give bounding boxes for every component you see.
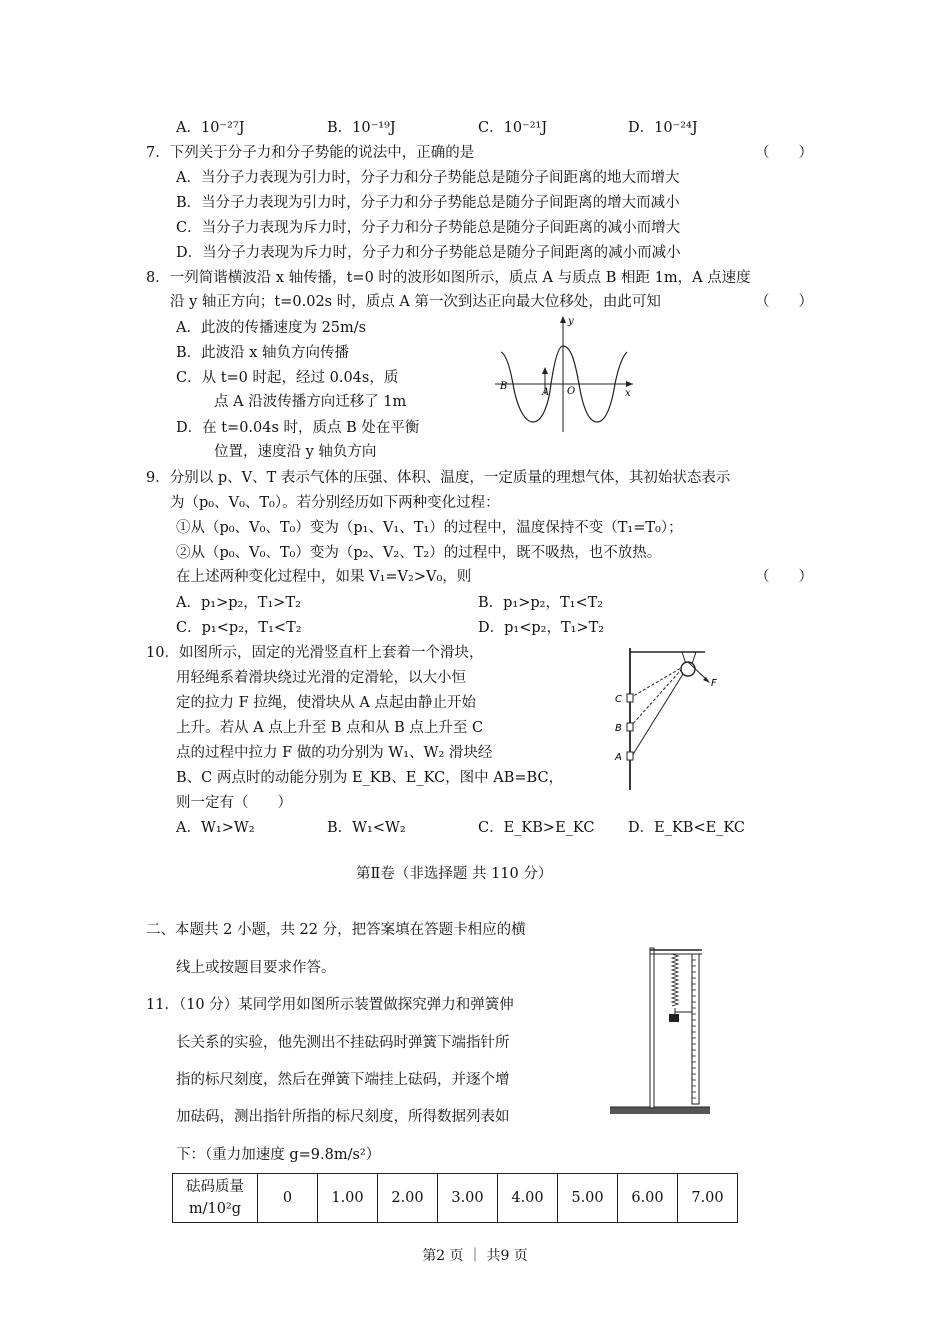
q10-option-b: B．W₁<W₂ xyxy=(327,820,406,836)
q8-option-c: C．从 t=0 时起，经过 0.04s，质 xyxy=(176,370,399,386)
table-row xyxy=(173,1174,738,1223)
table-header-cell xyxy=(173,1174,258,1223)
pulley-c-label: C xyxy=(615,694,622,705)
q8-stem-line2: 沿 y 轴正方向；t=0.02s 时，质点 A 第一次到达正向最大位移处，由此可知 xyxy=(170,294,661,310)
q6-option-a: A．10⁻²⁷J xyxy=(176,120,245,136)
section2-title: 第Ⅱ卷（非选择题 共 110 分） xyxy=(356,866,553,882)
q10-line5: 点的过程中拉力 F 做的功分别为 W₁、W₂ 滑块经 xyxy=(176,745,493,761)
q8-option-d-cont: 位置，速度沿 y 轴负方向 xyxy=(214,444,377,460)
q7-stem: 7．下列关于分子力和分子势能的说法中，正确的是 xyxy=(146,145,475,161)
q9-stem-line1: 9．分别以 p、V、T 表示气体的压强、体积、温度，一定质量的理想气体，其初始状态表示 xyxy=(146,470,731,486)
part2-line1: 二、本题共 2 小题，共 22 分，把答案填在答题卡相应的横 xyxy=(146,922,526,938)
pulley-f-label: F xyxy=(711,678,717,689)
q11-line4: 加砝码，测出指针所指的标尺刻度，所得数据列表如 xyxy=(176,1109,510,1125)
q8-option-b: B．此波沿 x 轴负方向传播 xyxy=(176,345,350,361)
q7-option-c: C．当分子力表现为斥力时，分子力和分子势能总是随分子间距离的减小而增大 xyxy=(176,220,681,236)
wave-figure xyxy=(495,312,640,434)
q11-line5: 下：（重力加速度 g=9.8m/s²） xyxy=(176,1147,381,1163)
q10-option-d: D．E_KB<E_KC xyxy=(628,820,745,836)
q9-option-b: B．p₁>p₂，T₁<T₂ xyxy=(478,595,604,611)
part2-line2: 线上或按题目要求作答。 xyxy=(176,960,336,976)
table-cell: 2.00 xyxy=(378,1174,438,1223)
pulley-b-label: B xyxy=(615,723,622,734)
wave-o-label: O xyxy=(567,386,576,397)
q9-process-2: ②从（p₀、V₀、T₀）变为（p₂、V₂、T₂）的过程中，既不吸热，也不放热。 xyxy=(176,545,662,561)
table-cell: 3.00 xyxy=(438,1174,498,1223)
q10-line4: 上升。若从 A 点上升至 B 点和从 B 点上升至 C xyxy=(176,720,484,736)
q10-line1: 10．如图所示，固定的光滑竖直杆上套着一个滑块， xyxy=(146,645,484,661)
wave-b-label: B xyxy=(500,381,508,392)
table-header-unit: m/10²g xyxy=(188,1201,242,1217)
table-cell: 4.00 xyxy=(498,1174,558,1223)
q9-process-1: ①从（p₀、V₀、T₀）变为（p₁、V₁、T₁）的过程中，温度保持不变（T₁=T₀）； xyxy=(176,520,683,536)
q10-line3: 定的拉力 F 拉绳，使滑块从 A 点起由静止开始 xyxy=(176,695,476,711)
q8-stem-line1: 8．一列简谐横波沿 x 轴传播，t=0 时的波形如图所示，质点 A 与质点 B 相距 1m，A 点速度 xyxy=(146,270,751,286)
q7-answer-paren: （ ） xyxy=(755,145,813,161)
table-cell: 7.00 xyxy=(678,1174,738,1223)
q7-option-b: B．当分子力表现为引力时，分子力和分子势能总是随分子间距离的增大而减小 xyxy=(176,195,680,211)
table-cell: 5.00 xyxy=(558,1174,618,1223)
q6-option-d: D．10⁻²⁴J xyxy=(628,120,698,136)
q7-option-d: D．当分子力表现为斥力时，分子力和分子势能总是随分子间距离的减小而减小 xyxy=(176,245,681,261)
pulley-a-label: A xyxy=(615,752,622,763)
q9-condition: 在上述两种变化过程中，如果 V₁=V₂>V₀，则 xyxy=(176,569,472,585)
q11-line2: 长关系的实验，他先测出不挂砝码时弹簧下端指针所 xyxy=(176,1035,510,1051)
table-cell: 0 xyxy=(258,1174,318,1223)
wave-x-label: x xyxy=(625,388,631,399)
q10-line2: 用轻绳系着滑块绕过光滑的定滑轮，以大小恒 xyxy=(176,670,466,686)
q10-option-c: C．E_KB>E_KC xyxy=(478,820,595,836)
q10-option-a: A．W₁>W₂ xyxy=(176,820,255,836)
table-cell: 1.00 xyxy=(318,1174,378,1223)
q10-line7: 则一定有（ ） xyxy=(176,795,292,811)
q11-line3: 指的标尺刻度，然后在弹簧下端挂上砝码，并逐个增 xyxy=(176,1072,510,1088)
q10-line6: B、C 两点时的动能分别为 E_KB、E_KC，图中 AB=BC， xyxy=(176,770,564,786)
page-footer: 第2 页 ｜ 共9 页 xyxy=(422,1248,528,1264)
q6-option-c: C．10⁻²¹J xyxy=(478,120,548,136)
pulley-figure xyxy=(610,644,720,790)
q8-option-c-cont: 点 A 沿波传播方向迁移了 1m xyxy=(214,394,407,410)
q8-option-a: A．此波的传播速度为 25m/s xyxy=(176,320,367,336)
q11-data-table xyxy=(172,1173,738,1223)
q6-option-b: B．10⁻¹⁹J xyxy=(327,120,396,136)
wave-y-label: y xyxy=(568,316,574,327)
q8-answer-paren: （ ） xyxy=(755,294,813,310)
q9-option-a: A．p₁>p₂，T₁>T₂ xyxy=(176,595,301,611)
q9-option-c: C．p₁<p₂，T₁<T₂ xyxy=(176,620,302,636)
spring-apparatus-figure xyxy=(610,946,712,1118)
q8-option-d: D．在 t=0.04s 时，质点 B 处在平衡 xyxy=(176,420,420,436)
q9-answer-paren: （ ） xyxy=(755,569,813,585)
wave-a-label: A xyxy=(542,387,550,398)
table-header-mass: 砝码质量 xyxy=(186,1179,244,1195)
table-cell: 6.00 xyxy=(618,1174,678,1223)
q9-option-d: D．p₁<p₂，T₁>T₂ xyxy=(478,620,605,636)
q9-stem-line2: 为（p₀、V₀、T₀）。若分别经历如下两种变化过程： xyxy=(170,495,500,511)
q7-option-a: A．当分子力表现为引力时，分子力和分子势能总是随分子间距离的地大而增大 xyxy=(176,170,680,186)
q11-line1: 11．（10 分）某同学用如图所示装置做探究弹力和弹簧伸 xyxy=(146,997,514,1013)
